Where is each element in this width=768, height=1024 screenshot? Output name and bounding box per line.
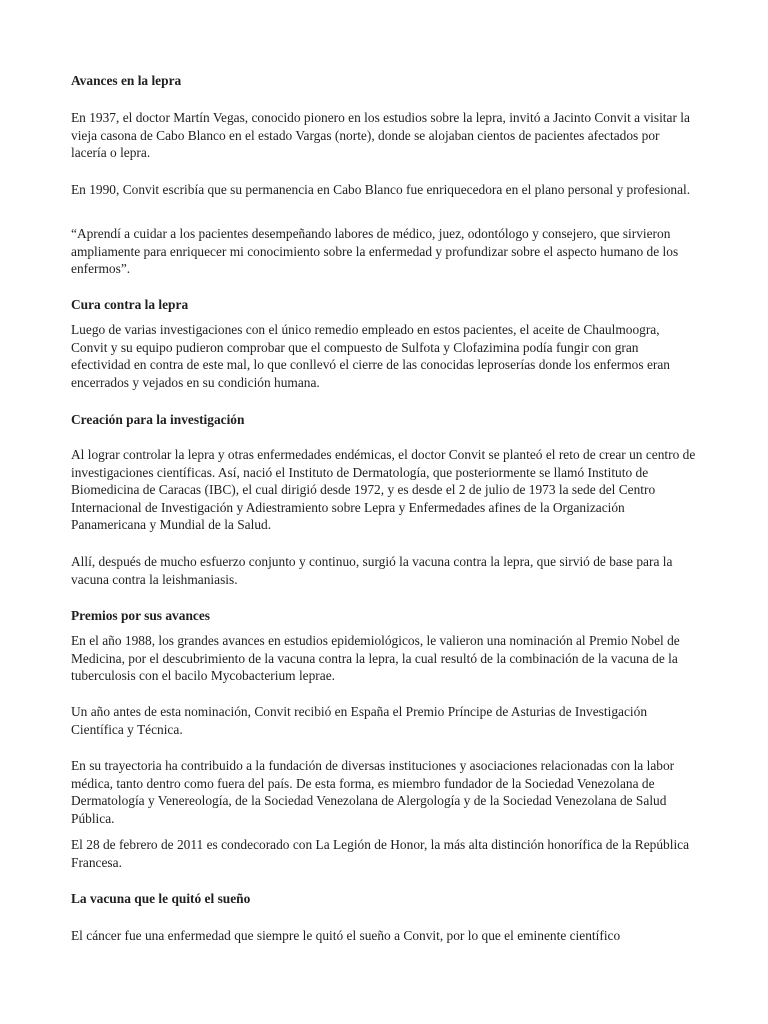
paragraph-asturias: Un año antes de esta nominación, Convit recibió en España el Premio Príncipe de Asturias de Investigación Científica y Técnica. (71, 704, 648, 737)
section-heading-avances: Avances en la lepra (71, 73, 182, 88)
paragraph-trayectoria: En su trayectoria ha contribuido a la fundación de diversas instituciones y asociaciones relacionadas con la labor médica, tanto dentro como fuera del país. De esta forma, es miembro fundador de la Sociedad Venezolana de Dermatología y Venereología, de la Sociedad Venezolana de Alergología y de la Sociedad Venezolana de Salud Pública. (71, 758, 675, 826)
paragraph-nobel: En el año 1988, los grandes avances en estudios epidemiológicos, le valieron una nominación al Premio Nobel de Medicina, por el descubrimiento de la vacuna contra la lepra, la cual resultó de la combinación de la vacuna de la tuberculosis con el bacilo Mycobacterium leprae. (71, 633, 680, 684)
paragraph-cancer: El cáncer fue una enfermedad que siempre le quitó el sueño a Convit, por lo que el eminente científico (71, 928, 621, 943)
section-heading-creacion: Creación para la investigación (71, 412, 245, 427)
paragraph-instituto: Al lograr controlar la lepra y otras enfermedades endémicas, el doctor Convit se planteó el reto de crear un centro de investigaciones científicas. Así, nació el Instituto de Dermatología, que posteriormente se llamó Instituto de Biomedicina de Caracas (IBC), el cual dirigió desde 1972, y es desde el 2 de julio de 1973 la sede del Centro Internacional de Investigación y Adiestramiento sobre Lepra y Enfermedades afines de la Organización Panamericana y Mundial de la Salud. (71, 447, 696, 533)
paragraph-quote: “Aprendí a cuidar a los pacientes desempeñando labores de médico, juez, odontólogo y consejero, que sirvieron ampliamente para enriquecer mi conocimiento sobre la enfermedad y profundizar sobre el aspecto humano de los enfermos”. (71, 226, 679, 277)
paragraph-legion-honor: El 28 de febrero de 2011 es condecorado con La Legión de Honor, la más alta distinción honorífica de la República Francesa. (71, 837, 690, 870)
section-heading-premios: Premios por sus avances (71, 608, 210, 623)
paragraph-1990-writing: En 1990, Convit escribía que su permanencia en Cabo Blanco fue enriquecedora en el plano personal y profesional. (71, 182, 691, 197)
paragraph-chaulmoogra: Luego de varias investigaciones con el único remedio empleado en estos pacientes, el aceite de Chaulmoogra, Convit y su equipo pudieron comprobar que el compuesto de Sulfota y Clofazimina podía fungir con gran efectividad en contra de este mal, lo que conllevó el cierre de las conocidas leproserías donde los enfermos eran encerrados y vejados en su condición humana. (71, 322, 670, 390)
section-heading-vacuna-sueno: La vacuna que le quitó el sueño (71, 891, 251, 906)
paragraph-vacuna-leishmaniasis: Allí, después de mucho esfuerzo conjunto y continuo, surgió la vacuna contra la lepra, que sirvió de base para la vacuna contra la leishmaniasis. (71, 554, 673, 587)
section-heading-cura: Cura contra la lepra (71, 297, 189, 312)
paragraph-1937-visit: En 1937, el doctor Martín Vegas, conocido pionero en los estudios sobre la lepra, invitó a Jacinto Convit a visitar la vieja casona de Cabo Blanco en el estado Vargas (norte), donde se alojaban cientos de pacientes afectados por lacería o lepra. (71, 110, 690, 161)
